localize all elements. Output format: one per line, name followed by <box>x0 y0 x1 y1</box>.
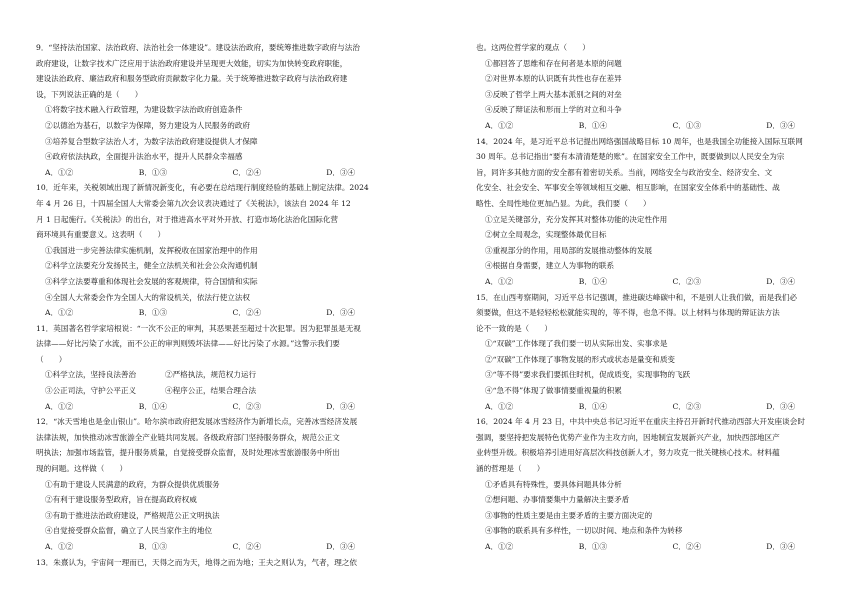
question-stem-line: 政府建设，让数字技术广泛应用于法治政府建设并呈现更大效能，切实为加快转变政府职能， <box>36 58 348 68</box>
answer-option: D．③④ <box>326 167 356 177</box>
question-q12 <box>36 414 420 554</box>
question-stem-line: 强调，要坚持把发展特色优势产业作为主攻方向，因地制宜发展新兴产业，加快西部地区产 <box>476 432 780 442</box>
answer-option: A．①② <box>45 401 74 411</box>
choice-statement: ③培养复合型数字法治人才，为数字法治政府建设提供人才保障 <box>45 136 258 146</box>
question-stem-line: 明执法；加强市场监管，提升服务质量，自觉接受群众监督，及时处理冰雪旅游服务中所出 <box>36 448 340 458</box>
choice-statement: ②有利于建设服务型政府，旨在提高政府权威 <box>45 495 197 505</box>
choice-statement: ②想问题、办事情要集中力量解决主要矛盾 <box>485 495 630 505</box>
choice-statement: ④程序公正，结果合理合法 <box>165 386 257 396</box>
left-column <box>36 40 420 570</box>
choice-pair-row <box>36 367 420 383</box>
choice-statement: ④自觉接受群众监督，确立了人民当家作主的地位 <box>45 526 213 536</box>
answer-options <box>476 274 860 290</box>
answer-option: A．①② <box>45 308 74 318</box>
question-q11 <box>36 321 420 415</box>
choice-statement: ②“双碳”工作体现了事物发展的形式或状态是量变和质变 <box>485 354 676 364</box>
choice-statement: ③科学立法要尊重和体现社会发展的客观规律，符合国情和实际 <box>45 276 258 286</box>
question-stem-line: 11．英国著名哲学家培根说：“一次不公正的审判，其恶果甚至超过十次犯罪。因为犯罪虽是无视 <box>36 323 361 333</box>
question-stem-line: 也。这两位哲学家的观点（ ） <box>476 43 590 52</box>
question-stem-line: 须要做，但这不是轻轻松松就能实现的，等不得，也急不得。以上材料与体现的辩证法方法 <box>476 308 780 318</box>
choice-statement: ③事物的性质主要是由主要矛盾的主要方面决定的 <box>485 510 653 520</box>
choice-statement: ②以德治为基石，以数字为保障，努力建设为人民服务的政府 <box>45 120 251 130</box>
question-q16 <box>476 414 860 554</box>
question-q13 <box>36 555 420 571</box>
answer-option: A．①② <box>485 401 514 411</box>
question-stem-line: 商环境具有重要意义。这表明（ ） <box>36 230 166 240</box>
choice-statement: ②严格执法，规范权力运行 <box>165 370 257 380</box>
answer-option: C．②③ <box>232 401 262 411</box>
answer-option: B．①④ <box>578 401 608 411</box>
answer-option: D．③④ <box>766 401 796 411</box>
choice-statement: ④反映了辩证法和形而上学的对立和斗争 <box>485 105 622 115</box>
question-q10 <box>36 180 420 320</box>
answer-option: B．①④ <box>578 120 608 130</box>
answer-option: D．③④ <box>326 401 356 411</box>
answer-option: B．①④ <box>138 401 168 411</box>
question-stem-line: 现的问题。这样做（ ） <box>36 464 128 474</box>
choice-statement: ④“急不得”体现了做事情要重视量的积累 <box>485 386 622 396</box>
question-stem-line: 旨，同许多其他方面的安全都有着密切关系。当前，网络安全与政治安全、经济安全、文 <box>476 167 773 177</box>
question-stem-line: 涵的哲理是（ ） <box>476 464 545 474</box>
question-stem-line: 15．在山西考察期间，习近平总书记强调，推进碳达峰碳中和，不是别人让我们做，而是我们必 <box>476 292 798 302</box>
answer-option: C．②④ <box>672 542 702 551</box>
question-stem-line: 建设法治政府、廉洁政府和服务型政府贡献数字化力量。关于统筹推进数字政府与法治政府建 <box>36 74 348 84</box>
choice-statement: ④全国人大常委会作为全国人大的常设机关，依法行使立法权 <box>45 292 251 302</box>
question-stem-line: 论不一致的是（ ） <box>476 323 552 333</box>
question-stem-line: 法律——好比污染了水流，而不公正的审判则毁坏法律——好比污染了水源。”这警示我们要 <box>36 339 340 349</box>
question-q9 <box>36 40 420 180</box>
choice-statement: ②对世界本原的认识既有共性也存在差异 <box>485 74 622 84</box>
answer-option: D．③④ <box>766 276 796 286</box>
question-q15 <box>476 290 860 415</box>
choice-statement: ③有助于推进法治政府建设，严格规范公正文明执法 <box>45 510 220 520</box>
choice-pair-row <box>36 383 420 399</box>
choice-statement: ④政府依法执政，全面提升法治水平，提升人民群众幸福感 <box>45 152 243 162</box>
answer-option: A．①② <box>485 120 514 130</box>
choice-statement: ②科学立法要充分发扬民主，健全立法机关和社会公众沟通机制 <box>45 261 258 271</box>
answer-option: C．②③ <box>672 401 702 411</box>
answer-options <box>476 399 860 415</box>
choice-statement: ②树立全局观念，实现整体最优目标 <box>485 230 607 240</box>
choice-statement: ③“等不得”要求我们要抓住时机，促成质变，实现事物的飞跃 <box>485 370 691 380</box>
answer-option: B．①③ <box>138 308 168 318</box>
choice-statement: ①有助于建设人民满意的政府，为群众提供优质服务 <box>45 479 220 489</box>
answer-options <box>36 305 420 321</box>
answer-option: C．②④ <box>232 308 262 318</box>
question-stem-line: 法律法规，加快推动冰雪旅游全产业链共同发展。各级政府部门坚持服务群众，规范公正文 <box>36 432 340 442</box>
choice-statement: ④根据自身需要，建立人为事物的联系 <box>485 261 615 271</box>
question-stem-line: 业转型升级。积极培养引进用好高层次科技创新人才，努力攻克一批关键核心技术。材料蕴 <box>476 448 780 458</box>
question-stem-line: 设，下列说法正确的是（ ） <box>36 89 143 99</box>
choice-statement: ①将数字技术融入行政管理，为建设数字法治政府创造条件 <box>45 105 243 115</box>
question-stem-line: 14．2024 年，是习近平总书记提出网络强国战略目标 10 周年，也是我国全功能接入国际互联网 <box>476 136 803 146</box>
question-stem-line: 年 4 月 26 日，十四届全国人大常委会第九次会议表决通过了《关税法》，该法自 2024 年 12 <box>36 198 351 208</box>
answer-option: C．②④ <box>232 167 262 177</box>
answer-option: C．①③ <box>672 120 702 130</box>
answer-option: D．③④ <box>766 120 796 130</box>
answer-options <box>476 539 860 555</box>
question-stem-line: 略性、全局性地位更加凸显。为此，我们要（ ） <box>476 198 651 208</box>
question-stem-line: 13．朱熹认为，宇宙间一理而已，天得之而为天，地得之而为地；王夫之则认为，气者，理之依 <box>36 557 358 567</box>
question-stem-line: 化安全、社会安全、军事安全等领域相互交融、相互影响，在国家安全体系中的基础性、战 <box>476 183 780 193</box>
choice-statement: ③反映了哲学上两大基本派别之间的对垒 <box>485 89 622 99</box>
question-stem-line: （ ） <box>36 354 67 364</box>
choice-statement: ①科学立法，坚持良法善治 <box>45 370 137 380</box>
answer-options <box>36 399 420 415</box>
choice-statement: ①我国进一步完善法律实施机制，发挥税收在国家治理中的作用 <box>45 245 258 255</box>
answer-option: A．①② <box>45 167 74 177</box>
answer-option: A．①② <box>485 276 514 286</box>
answer-option: B．①③ <box>138 167 168 177</box>
answer-option: B．①③ <box>138 542 168 551</box>
answer-options <box>36 165 420 181</box>
question-q13-cont <box>476 40 860 134</box>
choice-statement: ③公正司法，守护公平正义 <box>45 386 137 396</box>
answer-option: A．①② <box>485 542 514 551</box>
answer-option: C．②③ <box>672 276 702 286</box>
answer-option: A．①② <box>45 542 74 551</box>
answer-options <box>36 539 420 555</box>
answer-option: B．①③ <box>578 542 608 551</box>
question-stem-line: 30 周年。总书记指出“要有本清清楚楚的账”。在国家安全工作中，既要做到以人民安全为宗 <box>476 152 785 162</box>
answer-options <box>476 118 860 134</box>
answer-option: D．③④ <box>326 308 356 318</box>
question-q14 <box>476 134 860 290</box>
choice-statement: ④事物的联系具有多样性，一切以时间、地点和条件为转移 <box>485 526 683 536</box>
answer-option: D．③④ <box>766 542 796 551</box>
answer-option: B．①④ <box>578 276 608 286</box>
question-stem-line: 9．“坚持法治国家、法治政府、法治社会一体建设”。建设法治政府，要统筹推进数字政府与法治 <box>36 43 360 52</box>
choice-statement: ①都回答了思维和存在何者是本原的问题 <box>485 58 622 68</box>
question-stem-line: 16．2024 年 4 月 23 日，中共中央总书记习近平在重庆主持召开新时代推动西部大开发座谈会时 <box>476 417 805 427</box>
right-column <box>476 40 860 555</box>
choice-statement: ③重视部分的作用，用局部的发展推动整体的发展 <box>485 245 653 255</box>
choice-statement: ①矛盾具有特殊性，要具体问题具体分析 <box>485 479 622 489</box>
question-stem-line: 月 1 日起施行。《关税法》的出台，对于推进高水平对外开放、打造市场化法治化国际化营 <box>36 214 339 224</box>
choice-statement: ①立足关键部分，充分发挥其对整体功能的决定性作用 <box>485 214 668 224</box>
choice-statement: ①“双碳”工作体现了我们要一切从实际出发、实事求是 <box>485 339 668 349</box>
question-stem-line: 12．“冰天雪地也是金山银山”。哈尔滨市政府把发展冰雪经济作为新增长点，完善冰雪经济发展 <box>36 417 358 427</box>
answer-option: C．②④ <box>232 542 262 551</box>
answer-option: D．③④ <box>326 542 356 551</box>
question-stem-line: 10．近年来，关税领域出现了新情况新变化，有必要在总结现行制度经验的基础上制定法律。2024 <box>36 183 369 193</box>
